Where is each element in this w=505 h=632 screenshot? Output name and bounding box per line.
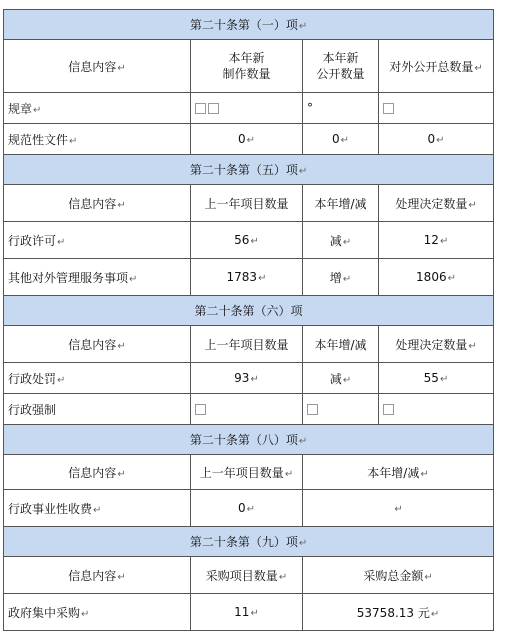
cell-value: 1783↵ [191, 259, 303, 296]
header-info-content: 信息内容↵ [4, 557, 191, 594]
cell-value: 12↵ [379, 222, 494, 259]
header-decisions: 处理决定数量↵ [379, 185, 494, 222]
header-info-content: 信息内容↵ [4, 185, 191, 222]
header-prev-count: 上一年项目数量 [191, 326, 303, 363]
cell-value: 93↵ [191, 363, 303, 394]
header-change: 本年增/减 [303, 326, 379, 363]
cell-value: 减↵ [303, 363, 379, 394]
row-name: 行政处罚↵ [4, 363, 191, 394]
cell-value: 56↵ [191, 222, 303, 259]
section-title-1: 第二十条第（一）项↵ [4, 10, 494, 40]
section-title-4: 第二十条第（八）项↵ [4, 425, 494, 455]
cell-value: 0↵ [191, 124, 303, 155]
cell-value: 0↵ [303, 124, 379, 155]
empty-box-icon [195, 404, 206, 415]
cell-value [379, 394, 494, 425]
header-new-public: 本年新 公开数量 [303, 40, 379, 93]
header-change: 本年增/减↵ [303, 455, 494, 490]
row-name: 规章↵ [4, 93, 191, 124]
header-total-public: 对外公开总数量↵ [379, 40, 494, 93]
header-info-content: 信息内容↵ [4, 326, 191, 363]
cell-value: ° [303, 93, 379, 124]
disclosure-table [3, 9, 494, 631]
header-info-content: 信息内容↵ [4, 455, 191, 490]
header-purchase-count: 采购项目数量↵ [191, 557, 303, 594]
row-name: 行政强制 [4, 394, 191, 425]
header-change: 本年增/减 [303, 185, 379, 222]
cell-value: 1806↵ [379, 259, 494, 296]
cell-value: 55↵ [379, 363, 494, 394]
cell-value: ↵ [303, 490, 494, 527]
cell-value: 0↵ [379, 124, 494, 155]
row-name: 政府集中采购↵ [4, 594, 191, 631]
empty-box-icon [307, 404, 318, 415]
row-name: 行政事业性收费↵ [4, 490, 191, 527]
row-name: 其他对外管理服务事项↵ [4, 259, 191, 296]
cell-value: 增↵ [303, 259, 379, 296]
cell-value: 53758.13 元↵ [303, 594, 494, 631]
header-prev-count: 上一年项目数量↵ [191, 455, 303, 490]
empty-box-icon [383, 103, 394, 114]
cell-value: 减↵ [303, 222, 379, 259]
cell-value: 0↵ [191, 490, 303, 527]
row-name: 行政许可↵ [4, 222, 191, 259]
empty-box-icon [383, 404, 394, 415]
cell-value [191, 394, 303, 425]
empty-box-icon [195, 103, 206, 114]
row-name: 规范性文件↵ [4, 124, 191, 155]
header-purchase-amount: 采购总金额↵ [303, 557, 494, 594]
section-title-5: 第二十条第（九）项↵ [4, 527, 494, 557]
cell-value [379, 93, 494, 124]
header-info-content: 信息内容↵ [4, 40, 191, 93]
cell-value: 11↵ [191, 594, 303, 631]
header-prev-count: 上一年项目数量 [191, 185, 303, 222]
empty-box-icon [208, 103, 219, 114]
section-title-3: 第二十条第（六）项 [4, 296, 494, 326]
header-decisions: 处理决定数量↵ [379, 326, 494, 363]
section-title-2: 第二十条第（五）项↵ [4, 155, 494, 185]
cell-value [191, 93, 303, 124]
cell-value [303, 394, 379, 425]
header-new-made: 本年新 制作数量 [191, 40, 303, 93]
